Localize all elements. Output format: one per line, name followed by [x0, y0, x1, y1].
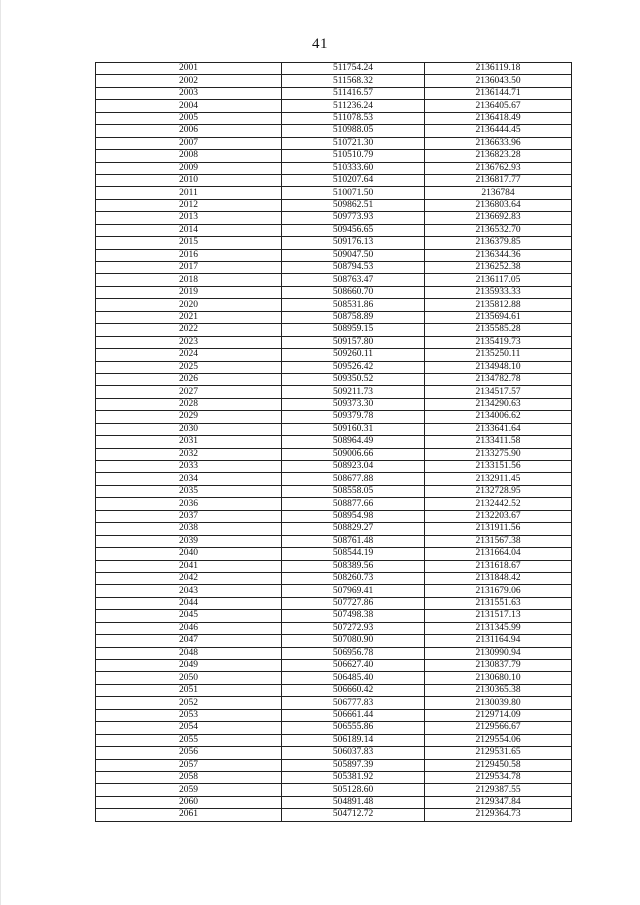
- table-row: [96, 137, 572, 149]
- y-coordinate-cell: 2134290.63: [425, 398, 572, 410]
- point-id-cell: 2004: [96, 100, 282, 112]
- y-coordinate-cell: 2131345.99: [425, 622, 572, 634]
- x-coordinate-cell: 508829.27: [282, 523, 425, 535]
- table-row: [96, 361, 572, 373]
- table-row: [96, 697, 572, 709]
- table-row: [96, 324, 572, 336]
- x-coordinate-cell: 509456.65: [282, 224, 425, 236]
- point-id-cell: 2053: [96, 709, 282, 721]
- y-coordinate-cell: 2131664.04: [425, 548, 572, 560]
- point-id-cell: 2027: [96, 386, 282, 398]
- table-row: [96, 187, 572, 199]
- y-coordinate-cell: 2134006.62: [425, 411, 572, 423]
- point-id-cell: 2020: [96, 299, 282, 311]
- scan-edge-line: [0, 0, 1, 905]
- y-coordinate-cell: 2136418.49: [425, 112, 572, 124]
- x-coordinate-cell: 508389.56: [282, 560, 425, 572]
- y-coordinate-cell: 2135812.88: [425, 299, 572, 311]
- table-row: [96, 709, 572, 721]
- x-coordinate-cell: 506627.40: [282, 660, 425, 672]
- table-row: [96, 747, 572, 759]
- y-coordinate-cell: 2130837.79: [425, 660, 572, 672]
- table-row: [96, 75, 572, 87]
- point-id-cell: 2009: [96, 162, 282, 174]
- table-row: [96, 150, 572, 162]
- y-coordinate-cell: 2129531.65: [425, 747, 572, 759]
- point-id-cell: 2048: [96, 647, 282, 659]
- y-coordinate-cell: 2136144.71: [425, 87, 572, 99]
- y-coordinate-cell: 2129566.67: [425, 722, 572, 734]
- point-id-cell: 2036: [96, 498, 282, 510]
- table-row: [96, 523, 572, 535]
- table-row: [96, 560, 572, 572]
- y-coordinate-cell: 2134948.10: [425, 361, 572, 373]
- point-id-cell: 2055: [96, 734, 282, 746]
- point-id-cell: 2003: [96, 87, 282, 99]
- point-id-cell: 2014: [96, 224, 282, 236]
- table-row: [96, 535, 572, 547]
- table-row: [96, 809, 572, 821]
- point-id-cell: 2034: [96, 473, 282, 485]
- point-id-cell: 2015: [96, 237, 282, 249]
- point-id-cell: 2038: [96, 523, 282, 535]
- x-coordinate-cell: 508964.49: [282, 436, 425, 448]
- table-row: [96, 274, 572, 286]
- y-coordinate-cell: 2130365.38: [425, 684, 572, 696]
- point-id-cell: 2012: [96, 199, 282, 211]
- table-row: [96, 734, 572, 746]
- point-id-cell: 2039: [96, 535, 282, 547]
- point-id-cell: 2021: [96, 311, 282, 323]
- x-coordinate-cell: 510510.79: [282, 150, 425, 162]
- x-coordinate-cell: 509157.80: [282, 336, 425, 348]
- x-coordinate-cell: 506189.14: [282, 734, 425, 746]
- point-id-cell: 2050: [96, 672, 282, 684]
- y-coordinate-cell: 2135694.61: [425, 311, 572, 323]
- point-id-cell: 2026: [96, 373, 282, 385]
- table-row: [96, 411, 572, 423]
- table-row: [96, 635, 572, 647]
- point-id-cell: 2030: [96, 423, 282, 435]
- point-id-cell: 2031: [96, 436, 282, 448]
- point-id-cell: 2041: [96, 560, 282, 572]
- x-coordinate-cell: 506485.40: [282, 672, 425, 684]
- x-coordinate-cell: 507498.38: [282, 610, 425, 622]
- point-id-cell: 2046: [96, 622, 282, 634]
- x-coordinate-cell: 511754.24: [282, 63, 425, 75]
- x-coordinate-cell: 507080.90: [282, 635, 425, 647]
- point-id-cell: 2058: [96, 771, 282, 783]
- point-id-cell: 2024: [96, 349, 282, 361]
- table-row: [96, 722, 572, 734]
- x-coordinate-cell: 509526.42: [282, 361, 425, 373]
- point-id-cell: 2033: [96, 461, 282, 473]
- table-row: [96, 262, 572, 274]
- x-coordinate-cell: 511078.53: [282, 112, 425, 124]
- table-row: [96, 436, 572, 448]
- y-coordinate-cell: 2132442.52: [425, 498, 572, 510]
- x-coordinate-cell: 509176.13: [282, 237, 425, 249]
- point-id-cell: 2057: [96, 759, 282, 771]
- table-row: [96, 461, 572, 473]
- table-row: [96, 448, 572, 460]
- point-id-cell: 2002: [96, 75, 282, 87]
- y-coordinate-cell: 2136344.36: [425, 249, 572, 261]
- x-coordinate-cell: 508954.98: [282, 510, 425, 522]
- point-id-cell: 2043: [96, 585, 282, 597]
- table-row: [96, 597, 572, 609]
- point-id-cell: 2045: [96, 610, 282, 622]
- coordinate-table: [95, 62, 572, 822]
- point-id-cell: 2010: [96, 174, 282, 186]
- x-coordinate-cell: 509350.52: [282, 373, 425, 385]
- y-coordinate-cell: 2131848.42: [425, 572, 572, 584]
- x-coordinate-cell: 508758.89: [282, 311, 425, 323]
- x-coordinate-cell: 505897.39: [282, 759, 425, 771]
- table-row: [96, 125, 572, 137]
- point-id-cell: 2001: [96, 63, 282, 75]
- x-coordinate-cell: 508677.88: [282, 473, 425, 485]
- point-id-cell: 2059: [96, 784, 282, 796]
- point-id-cell: 2060: [96, 796, 282, 808]
- table-row: [96, 112, 572, 124]
- y-coordinate-cell: 2136633.96: [425, 137, 572, 149]
- x-coordinate-cell: 510988.05: [282, 125, 425, 137]
- x-coordinate-cell: 509211.73: [282, 386, 425, 398]
- table-row: [96, 796, 572, 808]
- y-coordinate-cell: 2131551.63: [425, 597, 572, 609]
- table-row: [96, 311, 572, 323]
- point-id-cell: 2029: [96, 411, 282, 423]
- table-row: [96, 784, 572, 796]
- y-coordinate-cell: 2130680.10: [425, 672, 572, 684]
- y-coordinate-cell: 2135250.11: [425, 349, 572, 361]
- y-coordinate-cell: 2131679.06: [425, 585, 572, 597]
- point-id-cell: 2054: [96, 722, 282, 734]
- y-coordinate-cell: 2136692.83: [425, 212, 572, 224]
- point-id-cell: 2007: [96, 137, 282, 149]
- y-coordinate-cell: 2134517.57: [425, 386, 572, 398]
- x-coordinate-cell: 510333.60: [282, 162, 425, 174]
- table-row: [96, 373, 572, 385]
- y-coordinate-cell: 2136444.45: [425, 125, 572, 137]
- y-coordinate-cell: 2135585.28: [425, 324, 572, 336]
- point-id-cell: 2040: [96, 548, 282, 560]
- y-coordinate-cell: 2129347.84: [425, 796, 572, 808]
- x-coordinate-cell: 507727.86: [282, 597, 425, 609]
- table-row: [96, 485, 572, 497]
- x-coordinate-cell: 506037.83: [282, 747, 425, 759]
- x-coordinate-cell: 508761.48: [282, 535, 425, 547]
- point-id-cell: 2035: [96, 485, 282, 497]
- table-row: [96, 224, 572, 236]
- y-coordinate-cell: 2131164.94: [425, 635, 572, 647]
- y-coordinate-cell: 2130039.80: [425, 697, 572, 709]
- point-id-cell: 2022: [96, 324, 282, 336]
- table-row: [96, 63, 572, 75]
- table-row: [96, 647, 572, 659]
- x-coordinate-cell: 511416.57: [282, 87, 425, 99]
- y-coordinate-cell: 2129714.09: [425, 709, 572, 721]
- y-coordinate-cell: 2136252.38: [425, 262, 572, 274]
- x-coordinate-cell: 509862.51: [282, 199, 425, 211]
- point-id-cell: 2005: [96, 112, 282, 124]
- point-id-cell: 2025: [96, 361, 282, 373]
- x-coordinate-cell: 509373.30: [282, 398, 425, 410]
- y-coordinate-cell: 2136532.70: [425, 224, 572, 236]
- y-coordinate-cell: 2129554.06: [425, 734, 572, 746]
- table-row: [96, 771, 572, 783]
- y-coordinate-cell: 2131567.38: [425, 535, 572, 547]
- y-coordinate-cell: 2129534.78: [425, 771, 572, 783]
- point-id-cell: 2044: [96, 597, 282, 609]
- y-coordinate-cell: 2136784: [425, 187, 572, 199]
- table-row: [96, 199, 572, 211]
- x-coordinate-cell: 507969.41: [282, 585, 425, 597]
- y-coordinate-cell: 2133411.58: [425, 436, 572, 448]
- y-coordinate-cell: 2136379.85: [425, 237, 572, 249]
- point-id-cell: 2011: [96, 187, 282, 199]
- x-coordinate-cell: 506661.44: [282, 709, 425, 721]
- table-row: [96, 249, 572, 261]
- table-row: [96, 237, 572, 249]
- table-row: [96, 672, 572, 684]
- point-id-cell: 2008: [96, 150, 282, 162]
- y-coordinate-cell: 2133641.64: [425, 423, 572, 435]
- x-coordinate-cell: 509047.50: [282, 249, 425, 261]
- page-number: 41: [312, 36, 328, 52]
- y-coordinate-cell: 2135933.33: [425, 286, 572, 298]
- x-coordinate-cell: 510071.50: [282, 187, 425, 199]
- table-row: [96, 174, 572, 186]
- x-coordinate-cell: 508660.70: [282, 286, 425, 298]
- x-coordinate-cell: 505381.92: [282, 771, 425, 783]
- table-body: [96, 63, 572, 822]
- x-coordinate-cell: 508531.86: [282, 299, 425, 311]
- x-coordinate-cell: 504891.48: [282, 796, 425, 808]
- y-coordinate-cell: 2131911.56: [425, 523, 572, 535]
- point-id-cell: 2042: [96, 572, 282, 584]
- y-coordinate-cell: 2136762.93: [425, 162, 572, 174]
- point-id-cell: 2023: [96, 336, 282, 348]
- point-id-cell: 2051: [96, 684, 282, 696]
- table-row: [96, 660, 572, 672]
- point-id-cell: 2018: [96, 274, 282, 286]
- table-row: [96, 622, 572, 634]
- x-coordinate-cell: 508260.73: [282, 572, 425, 584]
- table-row: [96, 423, 572, 435]
- x-coordinate-cell: 508544.19: [282, 548, 425, 560]
- x-coordinate-cell: 509260.11: [282, 349, 425, 361]
- table-row: [96, 759, 572, 771]
- table-row: [96, 610, 572, 622]
- y-coordinate-cell: 2136405.67: [425, 100, 572, 112]
- table-row: [96, 212, 572, 224]
- y-coordinate-cell: 2131517.13: [425, 610, 572, 622]
- table-row: [96, 585, 572, 597]
- point-id-cell: 2052: [96, 697, 282, 709]
- x-coordinate-cell: 509006.66: [282, 448, 425, 460]
- table-row: [96, 100, 572, 112]
- point-id-cell: 2019: [96, 286, 282, 298]
- y-coordinate-cell: 2133151.56: [425, 461, 572, 473]
- table-row: [96, 299, 572, 311]
- table-row: [96, 87, 572, 99]
- x-coordinate-cell: 506956.78: [282, 647, 425, 659]
- point-id-cell: 2032: [96, 448, 282, 460]
- table-row: [96, 162, 572, 174]
- y-coordinate-cell: 2136119.18: [425, 63, 572, 75]
- y-coordinate-cell: 2132203.67: [425, 510, 572, 522]
- point-id-cell: 2013: [96, 212, 282, 224]
- table-row: [96, 684, 572, 696]
- x-coordinate-cell: 511568.32: [282, 75, 425, 87]
- x-coordinate-cell: 505128.60: [282, 784, 425, 796]
- y-coordinate-cell: 2129387.55: [425, 784, 572, 796]
- table-row: [96, 398, 572, 410]
- table-row: [96, 498, 572, 510]
- table-row: [96, 386, 572, 398]
- x-coordinate-cell: 510207.64: [282, 174, 425, 186]
- x-coordinate-cell: 508794.53: [282, 262, 425, 274]
- x-coordinate-cell: 504712.72: [282, 809, 425, 821]
- point-id-cell: 2056: [96, 747, 282, 759]
- y-coordinate-cell: 2136117.05: [425, 274, 572, 286]
- table-row: [96, 349, 572, 361]
- x-coordinate-cell: 506777.83: [282, 697, 425, 709]
- table-row: [96, 286, 572, 298]
- y-coordinate-cell: 2135419.73: [425, 336, 572, 348]
- x-coordinate-cell: 506660.42: [282, 684, 425, 696]
- x-coordinate-cell: 508877.66: [282, 498, 425, 510]
- x-coordinate-cell: 508558.05: [282, 485, 425, 497]
- y-coordinate-cell: 2136823.28: [425, 150, 572, 162]
- point-id-cell: 2016: [96, 249, 282, 261]
- x-coordinate-cell: 506555.86: [282, 722, 425, 734]
- y-coordinate-cell: 2129450.58: [425, 759, 572, 771]
- y-coordinate-cell: 2136803.64: [425, 199, 572, 211]
- x-coordinate-cell: 507272.93: [282, 622, 425, 634]
- point-id-cell: 2061: [96, 809, 282, 821]
- point-id-cell: 2047: [96, 635, 282, 647]
- table-row: [96, 510, 572, 522]
- point-id-cell: 2028: [96, 398, 282, 410]
- table-row: [96, 473, 572, 485]
- y-coordinate-cell: 2136043.50: [425, 75, 572, 87]
- x-coordinate-cell: 509773.93: [282, 212, 425, 224]
- x-coordinate-cell: 508923.04: [282, 461, 425, 473]
- y-coordinate-cell: 2132728.95: [425, 485, 572, 497]
- y-coordinate-cell: 2129364.73: [425, 809, 572, 821]
- table-row: [96, 548, 572, 560]
- point-id-cell: 2049: [96, 660, 282, 672]
- x-coordinate-cell: 508959.15: [282, 324, 425, 336]
- table-row: [96, 336, 572, 348]
- y-coordinate-cell: 2130990.94: [425, 647, 572, 659]
- x-coordinate-cell: 508763.47: [282, 274, 425, 286]
- x-coordinate-cell: 509160.31: [282, 423, 425, 435]
- table-row: [96, 572, 572, 584]
- point-id-cell: 2037: [96, 510, 282, 522]
- point-id-cell: 2006: [96, 125, 282, 137]
- x-coordinate-cell: 510721.30: [282, 137, 425, 149]
- x-coordinate-cell: 511236.24: [282, 100, 425, 112]
- x-coordinate-cell: 509379.78: [282, 411, 425, 423]
- y-coordinate-cell: 2134782.78: [425, 373, 572, 385]
- y-coordinate-cell: 2132911.45: [425, 473, 572, 485]
- point-id-cell: 2017: [96, 262, 282, 274]
- y-coordinate-cell: 2136817.77: [425, 174, 572, 186]
- y-coordinate-cell: 2133275.90: [425, 448, 572, 460]
- y-coordinate-cell: 2131618.67: [425, 560, 572, 572]
